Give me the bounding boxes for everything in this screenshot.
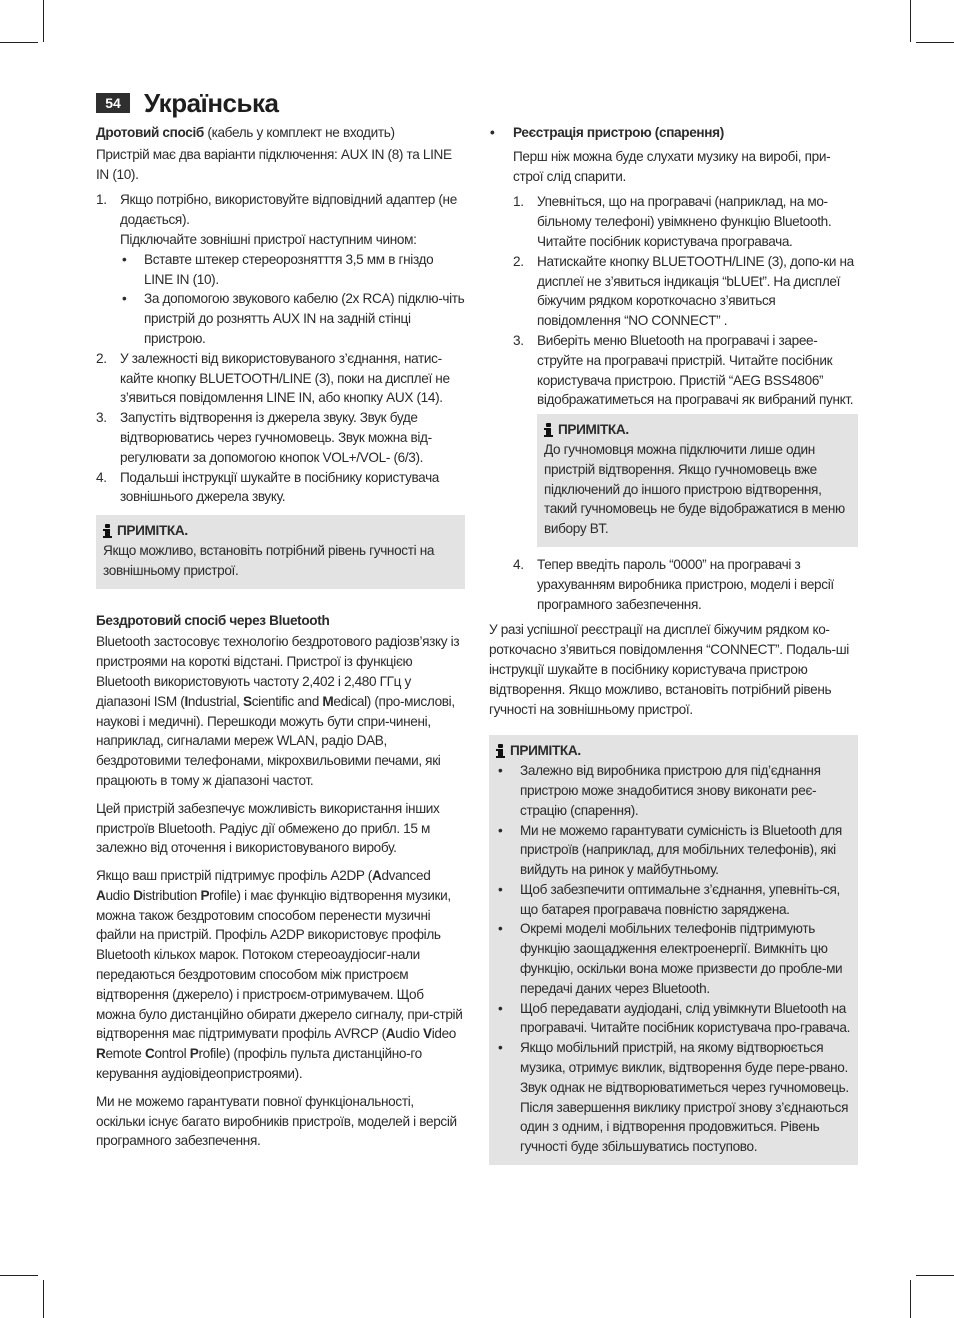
step-text: Тепер введіть пароль “0000” на програвачі з урахуванням виробника пристрою, моделі і версії програмного забезпечення. — [537, 556, 834, 612]
note-title: ПРИМІТКА. — [558, 422, 629, 438]
wired-step-1-bullets — [120, 250, 465, 349]
info-icon — [103, 524, 112, 538]
wired-intro: Пристрій має два варіанти підключення: AUX IN (8) та LINE IN (10). — [96, 146, 452, 182]
page-header — [96, 88, 278, 118]
step-number: 2. — [96, 350, 107, 366]
crop-mark — [910, 1280, 911, 1318]
text-run: V — [423, 1026, 432, 1042]
wired-step-4 — [96, 468, 465, 508]
note-text: Якщо можливо, встановіть потрібний рівень гучності на зовнішньому пристрої. — [103, 542, 435, 578]
step-number: 1. — [96, 192, 107, 208]
crop-mark — [916, 42, 954, 43]
text-run: rofile) і має функцію відтворення музики, можна також бездротовим способом перенести музичні файли на пристрій. Профіль A2DP використовує профіль Bluetooth кількох марок. Потоком стереоаудіосиг-нали передаються бездротовим способом між пристроєм відтворення (джерело) і пристроєм-отримувачем. Щоб можна було дистанційно обирати джерело сигналу, при-стрій відтворення має підтримувати профіль AVRCP ( — [96, 887, 463, 1042]
crop-mark — [43, 0, 44, 42]
step-text: Виберіть меню Bluetooth на програвачі і зарее-струйте на програвачі пристрій. Читайте посібник користувача пристрою. Пристій “AEG BSS4806” відображатиметься на програвачі як вибраний пункт. — [537, 332, 854, 408]
note-header — [544, 420, 851, 440]
crop-mark — [910, 0, 911, 42]
list-item: • Окремі моделі мобільних телефонів підтримують функцію заощадження електроенергії. Вимкніть цю функцію, оскільки вона може призвести до пробле-ми передачі даних через Bluetooth. — [496, 919, 851, 998]
step-text: Підключайте зовнішні пристрої наступним чином: — [120, 231, 417, 247]
text-run: A — [371, 868, 382, 884]
text-run: ideo — [431, 1026, 457, 1042]
list-item: • Щоб забезпечити оптимальне з’єднання, упевніть-ся, що батарея програвача повністю заряджена. — [496, 880, 851, 920]
step-number: 4. — [513, 556, 524, 572]
crop-mark — [43, 1280, 44, 1318]
text-run: istribution — [142, 887, 201, 903]
pairing-note — [537, 414, 858, 547]
pairing-steps — [513, 192, 858, 410]
crop-mark — [0, 42, 38, 43]
pairing-intro: Перш ніж можна буде слухати музику на виробі, при-строї слід спарити. — [513, 148, 831, 184]
text-run: P — [189, 1046, 199, 1062]
wired-step-1 — [96, 190, 465, 348]
wired-steps — [96, 190, 465, 507]
text-run: edical) (про-мислові, наукові і медичні). Перешкоди можуть бути спри-чинені, наприклад, сигналами мереж WLAN, радіо DAB, бездротовими телефонами, мікрохвильовими печами, які працюють в тому ж діапазоні частот. — [96, 693, 455, 788]
list-item: • Ми не можемо гарантувати сумісність із Bluetooth для пристроїв (наприклад, для мобільних телефонів), які вийдуть на ринок у майбутньому. — [496, 821, 851, 880]
text-run: R — [96, 1046, 106, 1062]
step-number: 3. — [96, 410, 107, 426]
text-run: M — [322, 693, 334, 709]
step-text: Якщо потрібно, використовуйте відповідний адаптер (не додається). — [120, 192, 457, 228]
step-text: У залежності від використовуваного з’єднання, натис-кайте кнопку BLUETOOTH/LINE (3), поки на дисплеї не з’явиться повідомлення LINE IN, або кнопку AUX (14). — [120, 350, 450, 406]
wireless-paragraph-1 — [96, 632, 465, 790]
wired-step-3 — [96, 408, 465, 467]
wired-step-2 — [96, 349, 465, 408]
left-column — [96, 123, 465, 1159]
wired-heading-bold: Дротовий спосіб — [96, 125, 204, 140]
text-run: udio — [105, 887, 134, 903]
step-text: Запустіть відтворення із джерела звуку. Звук буде відтворюватись через гучномовець. Звук можна від-регулювати за допомогою кнопок VOL+/VOL- (6/3). — [120, 410, 432, 465]
wired-heading-rest: (кабель у комплект не входить) — [203, 125, 395, 140]
wireless-paragraph-4: Ми не можемо гарантувати повної функціональності, оскільки існує багато виробників пристроїв, моделей і версій програмного забезпечення. — [96, 1093, 457, 1149]
step-text: Упевніться, що на програвачі (наприклад, на мо-більному телефоні) увімкнено функцію Bluetooth. Читайте посібник користувача програвача. — [537, 194, 832, 249]
text-run: A — [385, 1026, 396, 1042]
right-column — [489, 123, 858, 1165]
text-run: Bluetooth застосовує технологію бездротового радіозв’язку із пристроями на короткі відстані. Пристрої із функцією Bluetooth використовують частоту 2,402 і 2,480 ГГц у діапазоні ISM ( — [96, 634, 460, 709]
note-text: До гучномовця можна підключити лише один пристрій відтворення. Якщо гучномовець вже підключений до іншого пристрою відтворення, такий гучномовець не буде відображатися в меню вибору BT. — [544, 441, 845, 537]
step-text: Натискайте кнопку BLUETOOTH/LINE (3), допо-ки на дисплеї не з’явиться індикація “bLUEt”. На дисплеї біжучим рядком короткочасно з’явиться повідомлення “NO CONNECT” . — [537, 253, 854, 329]
note-header — [496, 741, 851, 761]
pairing-step-4 — [513, 555, 858, 614]
wired-note — [96, 515, 465, 588]
pairing-step-4-list — [513, 555, 858, 614]
crop-mark — [0, 1275, 38, 1276]
pairing-step-2 — [513, 252, 858, 331]
pairing-step-1 — [513, 192, 858, 251]
list-item: • За допомогою звукового кабелю (2x RCA) підклю-чіть пристрій до рознятть AUX IN на задній стінці пристрою. — [120, 289, 465, 348]
note-bullets — [496, 761, 851, 1157]
note-title: ПРИМІТКА. — [117, 523, 188, 539]
text-run: D — [133, 887, 143, 903]
text-run: S — [242, 693, 252, 709]
wireless-paragraph-3 — [96, 866, 465, 1084]
note-title: ПРИМІТКА. — [510, 743, 581, 759]
text-run: I — [184, 693, 188, 709]
text-run: udio — [395, 1026, 423, 1042]
pairing-heading: • Реєстрація пристрою (спарення) — [489, 123, 858, 143]
info-icon — [496, 744, 505, 758]
list-item: • Щоб передавати аудіодані, слід увімкнути Bluetooth на програвачі. Читайте посібник користувача про-гравача. — [496, 999, 851, 1039]
note-header — [103, 521, 458, 541]
step-number: 3. — [513, 332, 524, 348]
wireless-heading: Бездротовий спосіб через Bluetooth — [96, 612, 330, 628]
wireless-paragraph-2: Цей пристрій забезпечує можливість використання інших пристроїв Bluetooth. Радіус дії обмежено до прибл. 15 м залежно від оточення і використовуваного виробу. — [96, 800, 440, 856]
text-run: A — [96, 887, 106, 903]
step-number: 4. — [96, 469, 107, 485]
info-icon — [544, 423, 553, 437]
list-item: • Якщо мобільний пристрій, на якому відтворюється музика, отримує виклик, відтворення буде пере-рвано. Звук однак не відтворюватиметься через гучномовець. Після завершення виклику пристрої знову з’єднаються один з одним, і відтворення продовжиться. Рівень гучності буде збільшуватись поступово. — [496, 1038, 851, 1157]
text-run: emote — [105, 1046, 145, 1062]
pairing-step-3 — [513, 331, 858, 410]
text-run: cientific and — [251, 693, 323, 709]
text-run: ontrol — [154, 1046, 190, 1062]
text-run: P — [200, 887, 210, 903]
step-number: 2. — [513, 253, 524, 269]
text-run: C — [144, 1046, 155, 1062]
list-item: • Вставте штекер стереорознятття 3,5 мм в гніздо LINE IN (10). — [120, 250, 465, 290]
step-text: Подальші інструкції шукайте в посібнику користувача зовнішнього джерела звуку. — [120, 469, 440, 505]
text-run: Якщо ваш пристрій підтримує профіль A2DP ( — [96, 868, 372, 884]
pairing-section — [489, 147, 858, 615]
text-run: rofile) (профіль пульта дистанційно-го керування аудіовідеопристроями). — [96, 1046, 422, 1082]
bluetooth-note — [489, 735, 858, 1165]
page-number: 54 — [96, 93, 130, 113]
page-title: Українська — [144, 87, 279, 118]
crop-mark — [916, 1275, 954, 1276]
pairing-success-text: У разі успішної реєстрації на дисплеї біжучим рядком ко-роткочасно з’явиться повідомлення “CONNECT”. Подаль-ші інструкції шукайте в посібнику користувача пристрою відтворення. Якщо можливо, встановіть потрібний рівень гучності на зовнішньому пристрої. — [489, 622, 849, 717]
text-run: dvanced — [381, 868, 431, 884]
wired-heading — [96, 123, 465, 143]
text-run: ndustrial, — [187, 693, 243, 709]
step-number: 1. — [513, 194, 524, 210]
list-item: • Залежно від виробника пристрою для під’єднання пристрою може знадобитися знову виконати реє-страцію (спарення). — [496, 761, 851, 820]
